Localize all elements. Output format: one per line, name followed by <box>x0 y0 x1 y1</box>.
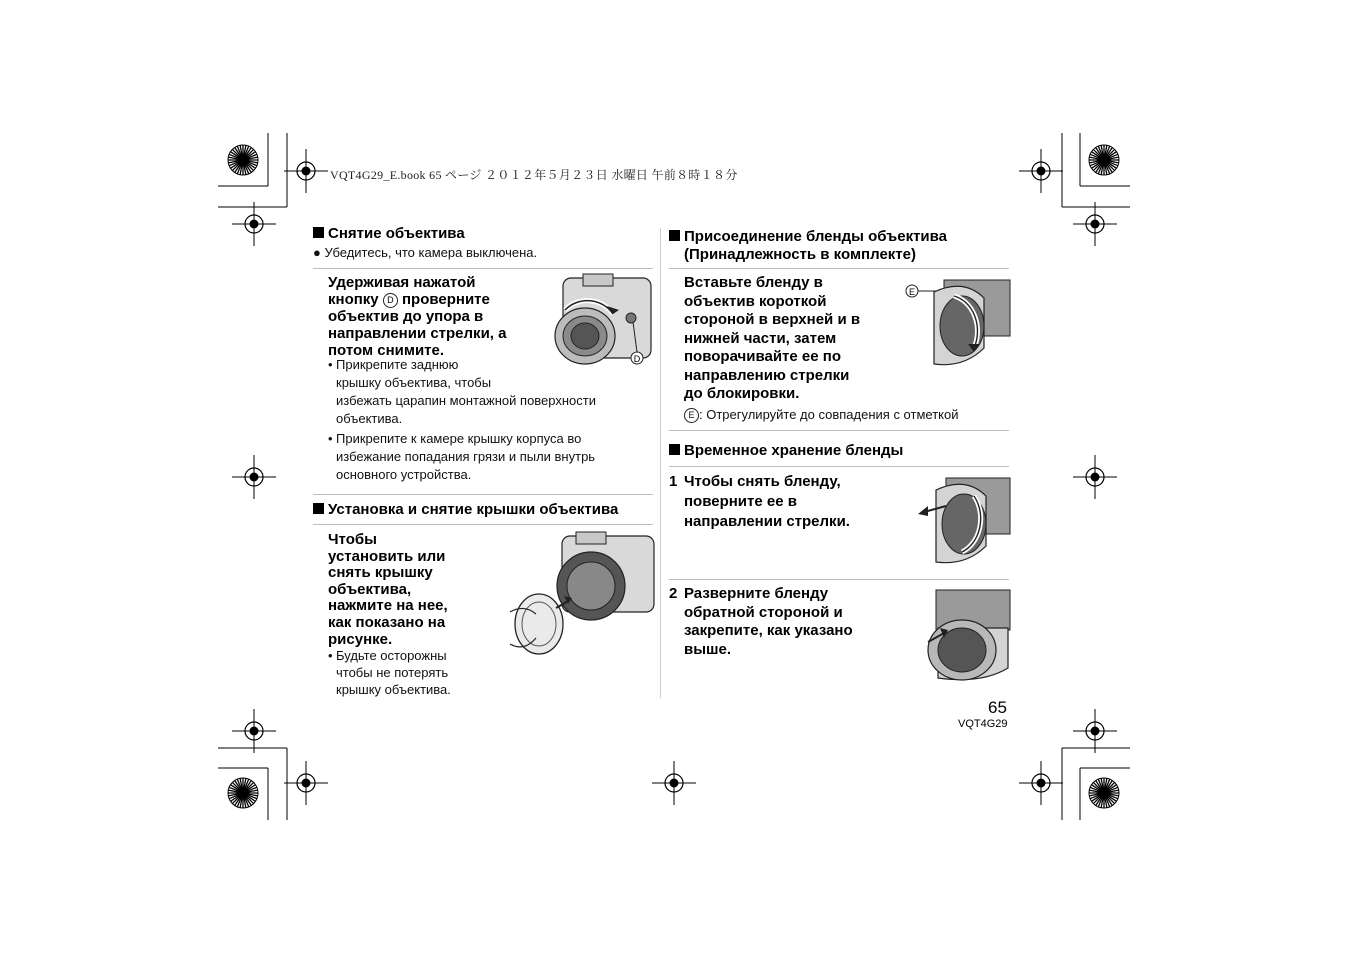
marker-e-label: E <box>908 287 916 297</box>
hood-remove-illustration <box>916 476 1011 566</box>
step-remove-lens: Удерживая нажатой кнопку D проверните объектив до упора в направлении стрелки, а потом снимите. <box>328 274 507 359</box>
divider <box>313 268 653 269</box>
divider <box>313 524 653 525</box>
marker-d-label: D <box>633 354 641 364</box>
divider <box>313 494 653 495</box>
marker-e-icon: E <box>684 408 699 423</box>
step-attach-hood: Вставьте бленду в объектив короткой стороной в верхней и в нижней части, затем поворачивайте ее по направлению стрелки до блокировки. <box>684 274 861 402</box>
camera-lens-removal-illustration <box>553 276 653 371</box>
square-bullet-icon <box>313 227 324 238</box>
document-code: VQT4G29 <box>958 718 1008 730</box>
file-info-header: VQT4G29_E.book 65 ページ ２０１２年５月２３日 水曜日 午前８時１８分 <box>330 168 738 182</box>
note-align-mark: E : Отрегулируйте до совпадения с отметкой <box>684 406 958 424</box>
section-title-lens-cap: Установка и снятие крышки объектива <box>313 501 618 519</box>
dot-bullet-icon: ● <box>313 245 321 260</box>
hood-attach-illustration <box>904 278 1012 368</box>
note-keep-cap: • Будьте осторожны чтобы не потерять крышку объектива. <box>328 648 451 697</box>
divider <box>669 579 1009 580</box>
square-bullet-icon <box>313 503 324 514</box>
section-title-store-hood: Временное хранение бленды <box>669 442 903 460</box>
square-bullet-icon <box>669 444 680 455</box>
divider <box>669 466 1009 467</box>
marker-d-icon: D <box>383 293 398 308</box>
section-title-remove-lens: Снятие объектива <box>313 225 465 243</box>
lens-cap-illustration <box>506 534 656 664</box>
check-power-off: ● Убедитесь, что камера выключена. <box>313 245 538 260</box>
hood-reversed-illustration <box>922 588 1012 684</box>
page-number: 65 <box>988 698 1007 717</box>
step-2-reverse-hood: 2 Разверните бленду обратной стороной и закрепите, как указано выше. <box>669 585 853 658</box>
step-lens-cap: Чтобы установить или снять крышку объектива, нажмите на нее, как показано на рисунке. <box>328 531 448 648</box>
divider <box>669 430 1009 431</box>
note-rear-cap: • Прикрепите заднюю крышку объектива, чтобы избежать царапин монтажной поверхности объектива. <box>328 357 596 426</box>
square-bullet-icon <box>669 230 680 241</box>
section-title-attach-hood: Присоединение бленды объектива (Принадлежность в комплекте) <box>669 228 947 264</box>
step-1-remove-hood: 1 Чтобы снять бленду, поверните ее в направлении стрелки. <box>669 473 850 530</box>
column-divider <box>660 228 661 698</box>
note-body-cap: • Прикрепите к камере крышку корпуса во избежание попадания грязи и пыли внутрь основного устройства. <box>328 431 596 482</box>
divider <box>669 268 1009 269</box>
